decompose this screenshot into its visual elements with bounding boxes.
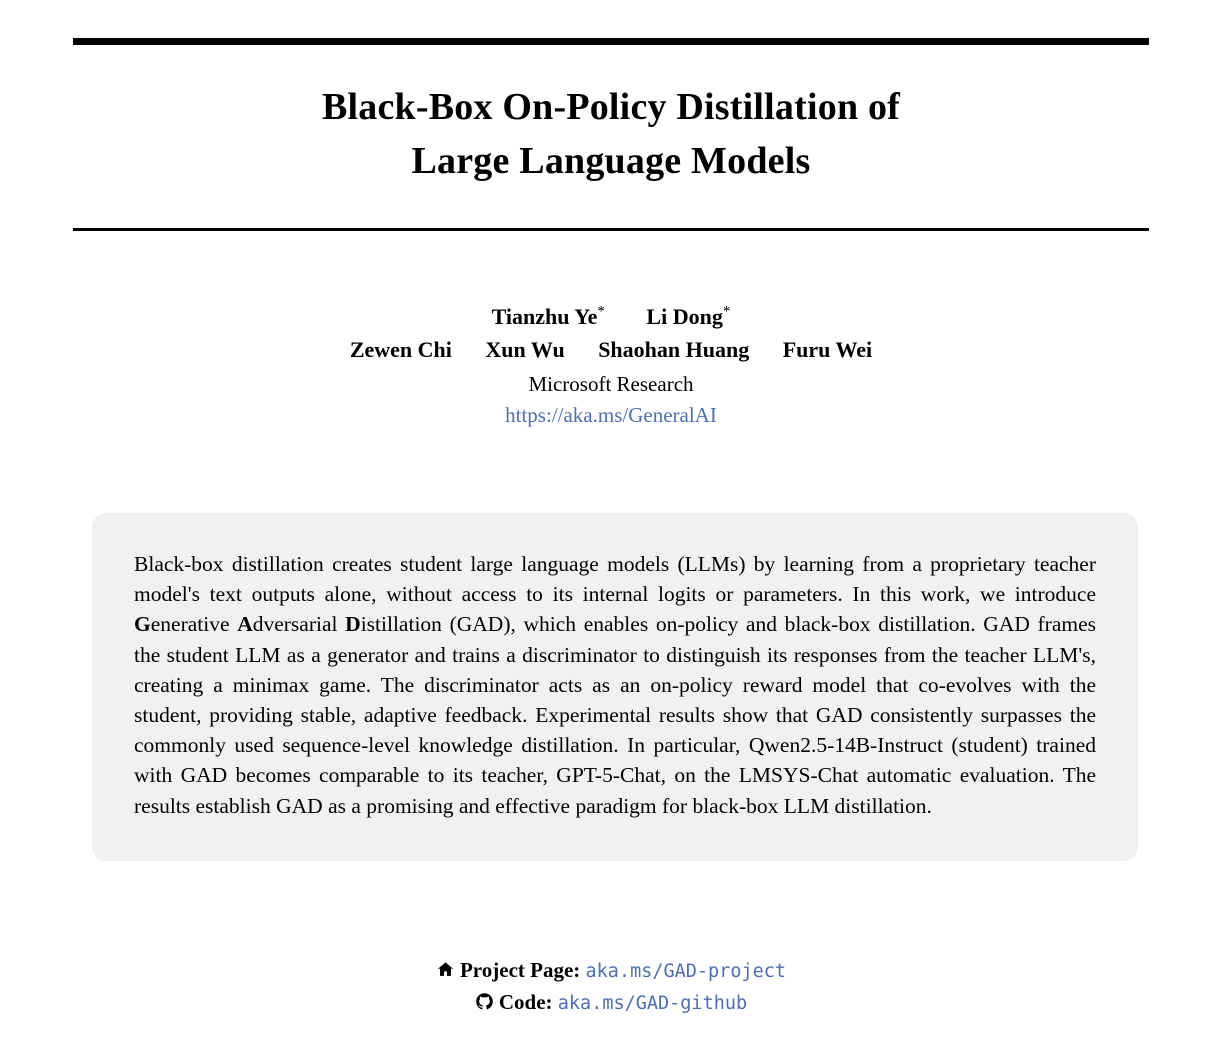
author-li-dong [646, 300, 730, 333]
home-icon [436, 957, 455, 987]
abstract-bold-a: A [237, 612, 253, 637]
code-row [73, 987, 1149, 1019]
resource-links [73, 955, 1149, 1019]
project-page-row [73, 955, 1149, 987]
author-zewen-chi: Zewen Chi [349, 337, 452, 362]
author-name: Tianzhu Ye [491, 304, 598, 329]
page-title [73, 80, 1149, 188]
abstract-text [134, 549, 1096, 821]
code-label: Code [498, 990, 546, 1014]
abstract-part-1: Black-box distillation creates student large language models (LLMs) by learning from a proprietary teacher model's text outputs alone, without access to its internal logits or parameters. In this work, we introduce [134, 552, 1096, 607]
project-page-url[interactable]: aka.ms/GAD-project [585, 961, 787, 982]
project-page-label: Project Page [459, 958, 574, 982]
author-shaohan-huang: Shaohan Huang [598, 337, 750, 362]
project-page-separator: : [573, 958, 581, 982]
title-line-1: Black-Box On-Policy Distillation of [321, 86, 901, 128]
equal-contribution-marker: * [597, 303, 605, 320]
author-row-1 [73, 300, 1149, 333]
code-separator: : [545, 990, 553, 1014]
title-rule-bottom [73, 228, 1149, 231]
abstract-part-3: dversarial [252, 612, 346, 637]
abstract-box [92, 513, 1138, 861]
author-block [73, 300, 1149, 430]
title-line-2: Large Language Models [411, 140, 811, 182]
equal-contribution-marker: * [722, 303, 731, 320]
author-xun-wu: Xun Wu [485, 337, 565, 362]
github-icon [475, 989, 494, 1019]
author-furu-wei: Furu Wei [782, 337, 873, 362]
author-tianzhu-ye [492, 300, 605, 333]
abstract-part-4: istillation (GAD), which enables on-policy and black-box distillation. GAD frames the student LLM as a generator and trains a discriminator to distinguish its responses from the teacher LLM's, creating a minimax game. The discriminator acts as an on-policy reward model that co-evolves with the student, providing stable, adaptive feedback. Experimental results show that GAD consistently surpasses the commonly used sequence-level knowledge distillation. In particular, Qwen2.5-14B-Instruct (student) trained with GAD becomes comparable to its teacher, GPT-5-Chat, on the LMSYS-Chat automatic evaluation. The results establish GAD as a promising and effective paradigm for black-box LLM distillation. [134, 612, 1097, 818]
affiliation: Microsoft Research [528, 372, 694, 396]
homepage-link[interactable]: https://aka.ms/GeneralAI [505, 403, 717, 427]
author-name: Li Dong [646, 304, 723, 329]
abstract-part-2: enerative [150, 612, 238, 637]
title-rule-top [73, 38, 1149, 45]
author-row-2 [73, 333, 1149, 366]
abstract-bold-g: G [134, 612, 151, 637]
abstract-bold-d: D [345, 612, 361, 637]
code-url[interactable]: aka.ms/GAD-github [557, 993, 748, 1014]
